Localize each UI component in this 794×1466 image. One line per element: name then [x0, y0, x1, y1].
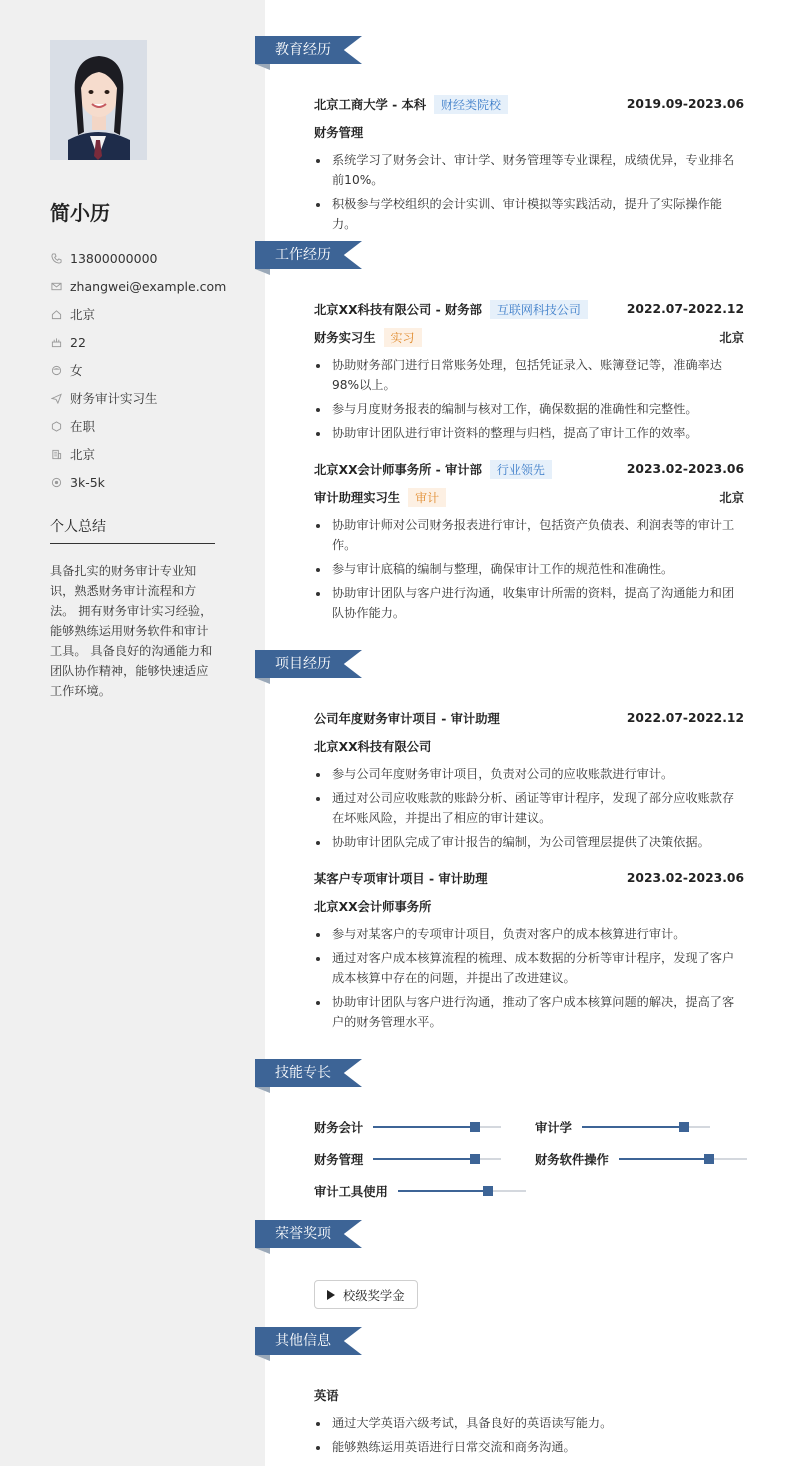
info-email — [50, 272, 230, 300]
building-icon — [50, 448, 62, 460]
work-date: 2023.02-2023.06 — [626, 462, 744, 476]
skill-item — [314, 1119, 501, 1135]
work-bullets — [314, 515, 744, 623]
sidebar — [0, 0, 265, 1466]
section-title: 其他信息 — [275, 1333, 331, 1349]
major: 财务管理 — [314, 126, 364, 140]
skill-item — [314, 1151, 501, 1167]
award-chip[interactable] — [314, 1280, 418, 1309]
work-header-row — [314, 295, 744, 323]
section-title: 项目经历 — [275, 656, 331, 672]
info-text: 财务审计实习生 — [70, 391, 158, 406]
project-header-row — [314, 864, 744, 892]
info-home — [50, 300, 230, 328]
work-city: 北京 — [719, 491, 744, 505]
other-bullets — [314, 1413, 744, 1457]
skill-name: 审计学 — [535, 1121, 572, 1135]
skill-fill — [398, 1190, 488, 1192]
info-target-position — [50, 384, 230, 412]
other-title-row — [314, 1381, 744, 1409]
info-age — [50, 328, 230, 356]
list-item: 协助审计团队完成了审计报告的编制，为公司管理层提供了决策依据。 — [314, 832, 744, 852]
list-item: 协助财务部门进行日常账务处理，包括凭证录入、账簿登记等，准确率达98%以上。 — [314, 355, 744, 395]
age-icon — [50, 336, 62, 348]
section-header-skills — [255, 1059, 365, 1089]
company-name: 北京XX会计师事务所 - 审计部 — [314, 462, 482, 477]
info-gender — [50, 356, 230, 384]
project-date: 2023.02-2023.06 — [626, 871, 744, 885]
skill-knob — [483, 1186, 493, 1196]
list-item: 参与公司年度财务审计项目，负责对公司的应收账款进行审计。 — [314, 764, 744, 784]
project-title: 公司年度财务审计项目 - 审计助理 — [314, 712, 500, 726]
info-salary — [50, 468, 230, 496]
contact-info-list — [50, 244, 230, 496]
info-text: 22 — [70, 334, 86, 350]
school-tag: 财经类院校 — [434, 95, 508, 114]
play-icon — [327, 1290, 335, 1300]
info-text: 在职 — [70, 419, 96, 434]
skill-knob — [470, 1154, 480, 1164]
skill-knob — [704, 1154, 714, 1164]
education-header-row — [314, 90, 744, 118]
section-header-work — [255, 241, 365, 271]
skill-knob — [470, 1122, 480, 1132]
skill-fill — [373, 1126, 475, 1128]
project-org-row — [314, 732, 744, 760]
info-status — [50, 412, 230, 440]
list-item: 协助审计团队与客户进行沟通，收集审计所需的资料，提高了沟通能力和团队协作能力。 — [314, 583, 744, 623]
list-item: 协助审计师对公司财务报表进行审计，包括资产负债表、利润表等的审计工作。 — [314, 515, 744, 555]
profile-name: 简小历 — [50, 201, 110, 225]
list-item: 系统学习了财务会计、审计学、财务管理等专业课程，成绩优异，专业排名前10%。 — [314, 150, 744, 190]
other-title: 英语 — [314, 1389, 339, 1403]
school-name: 北京工商大学 - 本科 — [314, 97, 427, 112]
role-name: 审计助理实习生 — [314, 490, 401, 505]
info-phone — [50, 244, 230, 272]
list-item: 参与审计底稿的编制与整理，确保审计工作的规范性和准确性。 — [314, 559, 744, 579]
education-bullets — [314, 150, 744, 234]
work-city: 北京 — [719, 331, 744, 345]
summary-divider — [50, 543, 215, 544]
list-item: 协助审计团队与客户进行沟通，推动了客户成本核算问题的解决，提高了客户的财务管理水平。 — [314, 992, 744, 1032]
education-major-row — [314, 118, 744, 146]
skill-track — [398, 1190, 526, 1192]
role-tag: 审计 — [408, 488, 446, 507]
skill-name: 审计工具使用 — [314, 1185, 388, 1199]
project-date: 2022.07-2022.12 — [626, 711, 744, 725]
skill-item — [535, 1151, 747, 1167]
section-header-honors — [255, 1220, 365, 1250]
info-text: 13800000000 — [70, 250, 158, 266]
award-label: 校级奖学金 — [343, 1288, 405, 1303]
list-item: 通过对客户成本核算流程的梳理、成本数据的分析等审计程序，发现了客户成本核算中存在的问题，并提出了改进建议。 — [314, 948, 744, 988]
phone-icon — [50, 252, 62, 264]
section-header-other — [255, 1327, 365, 1357]
section-header-projects — [255, 650, 365, 680]
skill-name: 财务管理 — [314, 1153, 364, 1167]
project-org: 北京XX科技有限公司 — [314, 740, 432, 754]
company-name: 北京XX科技有限公司 - 财务部 — [314, 302, 482, 317]
work-date: 2022.07-2022.12 — [626, 302, 744, 316]
work-bullets — [314, 355, 744, 443]
section-title: 教育经历 — [275, 42, 331, 58]
project-title: 某客户专项审计项目 - 审计助理 — [314, 872, 488, 886]
project-header-row — [314, 704, 744, 732]
work-entry-2 — [314, 455, 744, 627]
work-role-row — [314, 323, 744, 351]
skill-item — [314, 1183, 526, 1199]
send-icon — [50, 392, 62, 404]
company-tag: 行业领先 — [490, 460, 552, 479]
project-entry-1 — [314, 704, 744, 856]
project-entry-2 — [314, 864, 744, 1036]
skill-name: 财务会计 — [314, 1121, 364, 1135]
section-title: 技能专长 — [275, 1065, 331, 1081]
list-item: 参与对某客户的专项审计项目，负责对客户的成本核算进行审计。 — [314, 924, 744, 944]
status-icon — [50, 420, 62, 432]
skill-track — [373, 1126, 501, 1128]
skill-fill — [619, 1158, 709, 1160]
skill-track — [619, 1158, 747, 1160]
other-entry — [314, 1381, 744, 1461]
info-text: 北京 — [70, 447, 96, 462]
mail-icon — [50, 280, 62, 292]
home-icon — [50, 308, 62, 320]
skill-track — [373, 1158, 501, 1160]
info-text: 女 — [70, 363, 83, 378]
skill-name: 财务软件操作 — [535, 1153, 609, 1167]
list-item: 积极参与学校组织的会计实训、审计模拟等实践活动，提升了实际操作能力。 — [314, 194, 744, 234]
skill-item — [535, 1119, 710, 1135]
info-text: 3k-5k — [70, 474, 105, 490]
list-item: 能够熟练运用英语进行日常交流和商务沟通。 — [314, 1437, 744, 1457]
work-entry-1 — [314, 295, 744, 447]
list-item: 通过对公司应收账款的账龄分析、函证等审计程序，发现了部分应收账款存在坏账风险，并提出了相应的审计建议。 — [314, 788, 744, 828]
project-org: 北京XX会计师事务所 — [314, 900, 432, 914]
section-header-education — [255, 36, 365, 66]
role-tag: 实习 — [384, 328, 422, 347]
salary-icon — [50, 476, 62, 488]
skill-fill — [373, 1158, 475, 1160]
skill-fill — [582, 1126, 684, 1128]
project-org-row — [314, 892, 744, 920]
summary-text: 具备扎实的财务审计专业知识，熟悉财务审计流程和方法。 拥有财务审计实习经验，能够熟练运用财务软件和审计工具。 具备良好的沟通能力和团队协作精神，能够快速适应工作环境。 — [50, 564, 213, 698]
list-item: 参与月度财务报表的编制与核对工作，确保数据的准确性和完整性。 — [314, 399, 744, 419]
work-header-row — [314, 455, 744, 483]
list-item: 协助审计团队进行审计资料的整理与归档，提高了审计工作的效率。 — [314, 423, 744, 443]
list-item: 通过大学英语六级考试，具备良好的英语读写能力。 — [314, 1413, 744, 1433]
section-title: 工作经历 — [275, 247, 331, 263]
skill-knob — [679, 1122, 689, 1132]
info-target-city — [50, 440, 230, 468]
education-date: 2019.09-2023.06 — [626, 97, 744, 111]
profile-photo — [50, 40, 147, 160]
work-role-row — [314, 483, 744, 511]
gender-icon — [50, 364, 62, 376]
info-text: zhangwei@example.com — [70, 278, 227, 294]
info-text: 北京 — [70, 307, 96, 322]
section-title: 荣誉奖项 — [275, 1226, 331, 1242]
role-name: 财务实习生 — [314, 330, 376, 345]
education-entry — [314, 90, 744, 238]
project-bullets — [314, 924, 744, 1032]
skill-track — [582, 1126, 710, 1128]
company-tag: 互联网科技公司 — [490, 300, 588, 319]
summary-title: 个人总结 — [50, 519, 106, 535]
project-bullets — [314, 764, 744, 852]
